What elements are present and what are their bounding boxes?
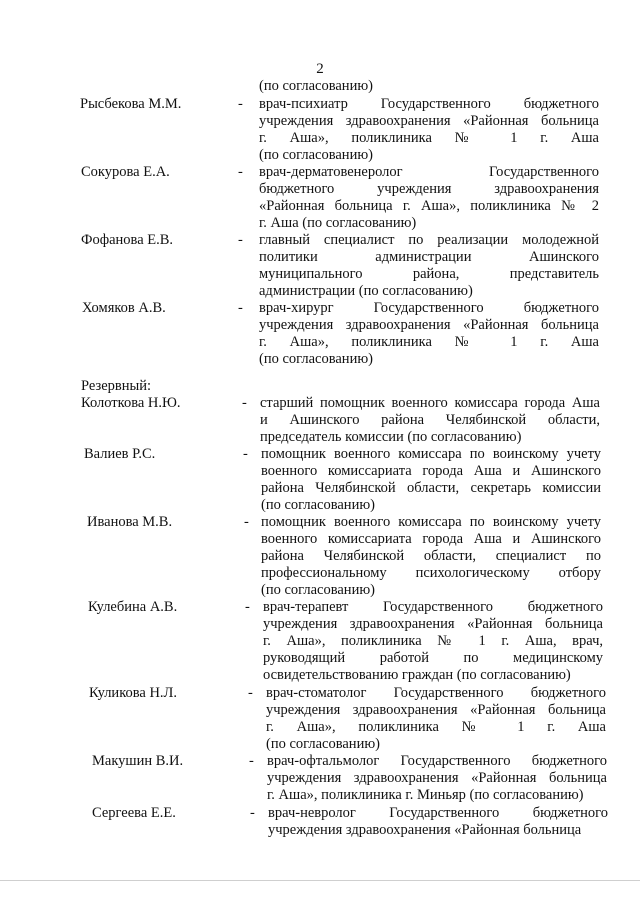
member-description-line: района Челябинской области, специалист по xyxy=(261,548,601,564)
member-description-line: старший помощник военного комиссара города Аша xyxy=(260,395,600,411)
member-description-line: (по согласованию) xyxy=(259,147,373,163)
member-description xyxy=(259,96,599,164)
member-dash: - xyxy=(238,96,243,112)
continued-note: (по согласованию) xyxy=(259,78,373,94)
member-description-line: врач-психиатр Государственного бюджетного xyxy=(259,96,599,112)
member-description-line: врач-хирург Государственного бюджетного xyxy=(259,300,599,316)
member-description-line: главный специалист по реализации молодежной xyxy=(259,232,599,248)
member-description xyxy=(267,753,607,804)
member-description-line: врач-дерматовенеролог Государственного xyxy=(259,164,599,180)
member-description-line: профессиональному психологическому отбору xyxy=(261,565,601,581)
member-description-line: учреждения здравоохранения «Районная больница xyxy=(267,770,607,786)
member-description-line: г. Аша», поликлиника № 1 г. Аша xyxy=(259,334,599,350)
member-description xyxy=(268,805,608,839)
member-description xyxy=(261,514,601,599)
member-description-line: учреждения здравоохранения «Районная больница xyxy=(259,317,599,333)
member-description-line: председатель комиссии (по согласованию) xyxy=(260,429,522,445)
member-description-line: г. Аша», поликлиника № 1 г. Аша xyxy=(266,719,606,735)
member-description-line: учреждения здравоохранения «Районная больница xyxy=(266,702,606,718)
member-name: Колоткова Н.Ю. xyxy=(81,395,181,411)
page-bottom-rule xyxy=(0,880,640,881)
member-description-line: г. Аша», поликлиника № 1 г. Аша xyxy=(259,130,599,146)
member-description xyxy=(261,446,601,514)
member-description-line: «Районная больница г. Аша», поликлиника № 2 xyxy=(259,198,599,214)
member-description-line: врач-офтальмолог Государственного бюджетного xyxy=(267,753,607,769)
member-dash: - xyxy=(244,514,249,530)
member-description-line: врач-терапевт Государственного бюджетного xyxy=(263,599,603,615)
member-description-line: учреждения здравоохранения «Районная больница xyxy=(259,113,599,129)
member-name: Куликова Н.Л. xyxy=(89,685,178,701)
member-dash: - xyxy=(245,599,250,615)
member-description-line: помощник военного комиссара по воинскому учету xyxy=(261,446,601,462)
member-name: Кулебина А.В. xyxy=(88,599,178,615)
member-dash: - xyxy=(243,446,248,462)
member-description-line: района Челябинской области, секретарь комиссии xyxy=(261,480,601,496)
member-name: Макушин В.И. xyxy=(92,753,184,769)
member-description-line: и Ашинского района Челябинской области, xyxy=(260,412,600,428)
member-description-line: г. Аша», поликлиника № 1 г. Аша, врач, xyxy=(263,633,603,649)
member-description-line: учреждения здравоохранения «Районная больница xyxy=(268,822,582,838)
member-name: Сокурова Е.А. xyxy=(81,164,170,180)
member-dash: - xyxy=(249,753,254,769)
member-description-line: бюджетного учреждения здравоохранения xyxy=(259,181,599,197)
reserve-label: Резервный: xyxy=(81,378,152,394)
member-description xyxy=(259,300,599,368)
member-dash: - xyxy=(250,805,255,821)
member-description-line: помощник военного комиссара по воинскому учету xyxy=(261,514,601,530)
page-number: 2 xyxy=(316,61,324,77)
member-description-line: политики администрации Ашинского xyxy=(259,249,599,265)
member-description-line: (по согласованию) xyxy=(259,351,373,367)
member-dash: - xyxy=(248,685,253,701)
member-dash: - xyxy=(238,232,243,248)
member-description xyxy=(263,599,603,684)
member-name: Фофанова Е.В. xyxy=(81,232,174,248)
member-description xyxy=(259,232,599,300)
member-description-line: освидетельствованию граждан (по согласованию) xyxy=(263,667,571,683)
member-description xyxy=(260,395,600,446)
member-description-line: (по согласованию) xyxy=(261,497,375,513)
member-description-line: руководящий работой по медицинскому xyxy=(263,650,603,666)
member-dash: - xyxy=(238,164,243,180)
member-description-line: г. Аша (по согласованию) xyxy=(259,215,417,231)
member-dash: - xyxy=(242,395,247,411)
member-description xyxy=(259,164,599,232)
member-description xyxy=(266,685,606,753)
member-description-line: администрации (по согласованию) xyxy=(259,283,473,299)
member-description-line: муниципального района, представитель xyxy=(259,266,599,282)
member-description-line: учреждения здравоохранения «Районная больница xyxy=(263,616,603,632)
member-description-line: (по согласованию) xyxy=(261,582,375,598)
member-description-line: врач-невролог Государственного бюджетного xyxy=(268,805,608,821)
member-description-line: г. Аша», поликлиника г. Миньяр (по согласованию) xyxy=(267,787,584,803)
member-description-line: (по согласованию) xyxy=(266,736,380,752)
member-dash: - xyxy=(238,300,243,316)
member-description-line: врач-стоматолог Государственного бюджетного xyxy=(266,685,606,701)
member-name: Сергеева Е.Е. xyxy=(92,805,176,821)
member-name: Валиев Р.С. xyxy=(84,446,156,462)
member-name: Иванова М.В. xyxy=(87,514,173,530)
member-description-line: военного комиссариата города Аша и Ашинского xyxy=(261,531,601,547)
member-name: Хомяков А.В. xyxy=(82,300,166,316)
member-description-line: военного комиссариата города Аша и Ашинского xyxy=(261,463,601,479)
member-name: Рысбекова М.М. xyxy=(80,96,182,112)
